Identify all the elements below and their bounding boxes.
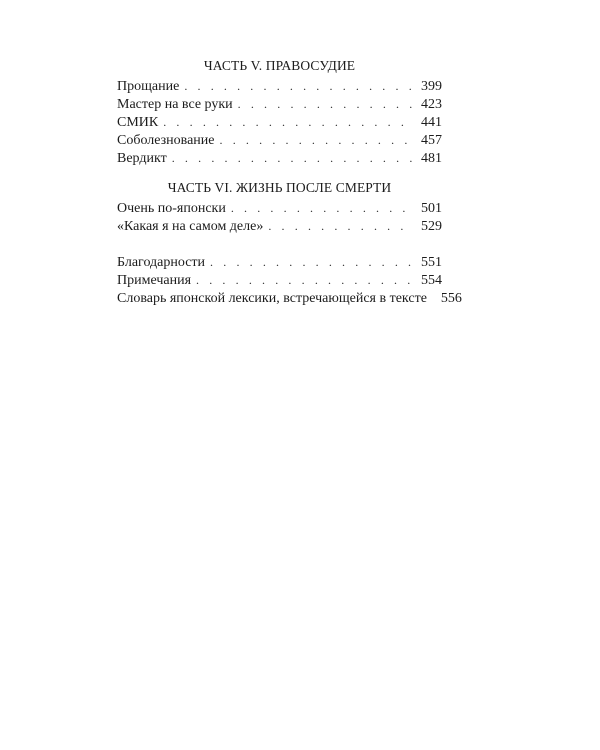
toc-entry-page: 441: [421, 115, 442, 130]
toc-entry-title: Вердикт: [117, 151, 167, 166]
toc-entry[interactable]: [117, 149, 442, 167]
part-vi-heading: ЧАСТЬ VI. ЖИЗНЬ ПОСЛЕ СМЕРТИ: [167, 180, 392, 195]
toc-entry-page: 457: [421, 133, 442, 148]
toc-entry-title: СМИК: [117, 115, 159, 130]
toc-entry[interactable]: [117, 199, 442, 217]
toc-entry[interactable]: [117, 289, 462, 307]
toc-entry[interactable]: [117, 95, 442, 113]
toc-entry[interactable]: [117, 217, 442, 235]
toc-entry-page: 481: [421, 151, 442, 166]
toc-entry[interactable]: [117, 77, 442, 95]
toc-entry-page: 399: [421, 79, 442, 94]
dot-leader: [210, 253, 412, 271]
toc-entry-title: Соболезнование: [117, 133, 215, 148]
toc-entry[interactable]: [117, 113, 442, 131]
dot-leader: [220, 131, 412, 149]
toc-entry-title: Очень по-японски: [117, 201, 226, 216]
toc-entry-title: Благодарности: [117, 255, 206, 270]
part-v-heading: ЧАСТЬ V. ПРАВОСУДИЕ: [203, 58, 356, 73]
toc-entry[interactable]: [117, 271, 442, 289]
dot-leader: [184, 77, 412, 95]
dot-leader: [172, 149, 412, 167]
toc-entry-title: Примечания: [117, 273, 192, 288]
toc-entry-page: 501: [421, 201, 442, 216]
toc-entry-title: «Какая я на самом деле»: [117, 219, 264, 234]
toc-entry-page: 423: [421, 97, 442, 112]
toc-entry-title: Словарь японской лексики, встречающейся в тексте: [117, 291, 427, 306]
dot-leader: [268, 217, 412, 235]
dot-leader: [163, 113, 412, 131]
dot-leader: [238, 95, 412, 113]
toc-entry-title: Прощание: [117, 79, 180, 94]
toc-entry-title: Мастер на все руки: [117, 97, 233, 112]
toc-entry[interactable]: [117, 253, 442, 271]
toc-entry-page: 554: [421, 273, 442, 288]
toc-entry[interactable]: [117, 131, 442, 149]
dot-leader: [196, 271, 412, 289]
toc-entry-page: 556: [440, 291, 462, 306]
toc-entry-page: 551: [421, 255, 442, 270]
toc-entry-page: 529: [421, 219, 442, 234]
dot-leader: [231, 199, 412, 217]
